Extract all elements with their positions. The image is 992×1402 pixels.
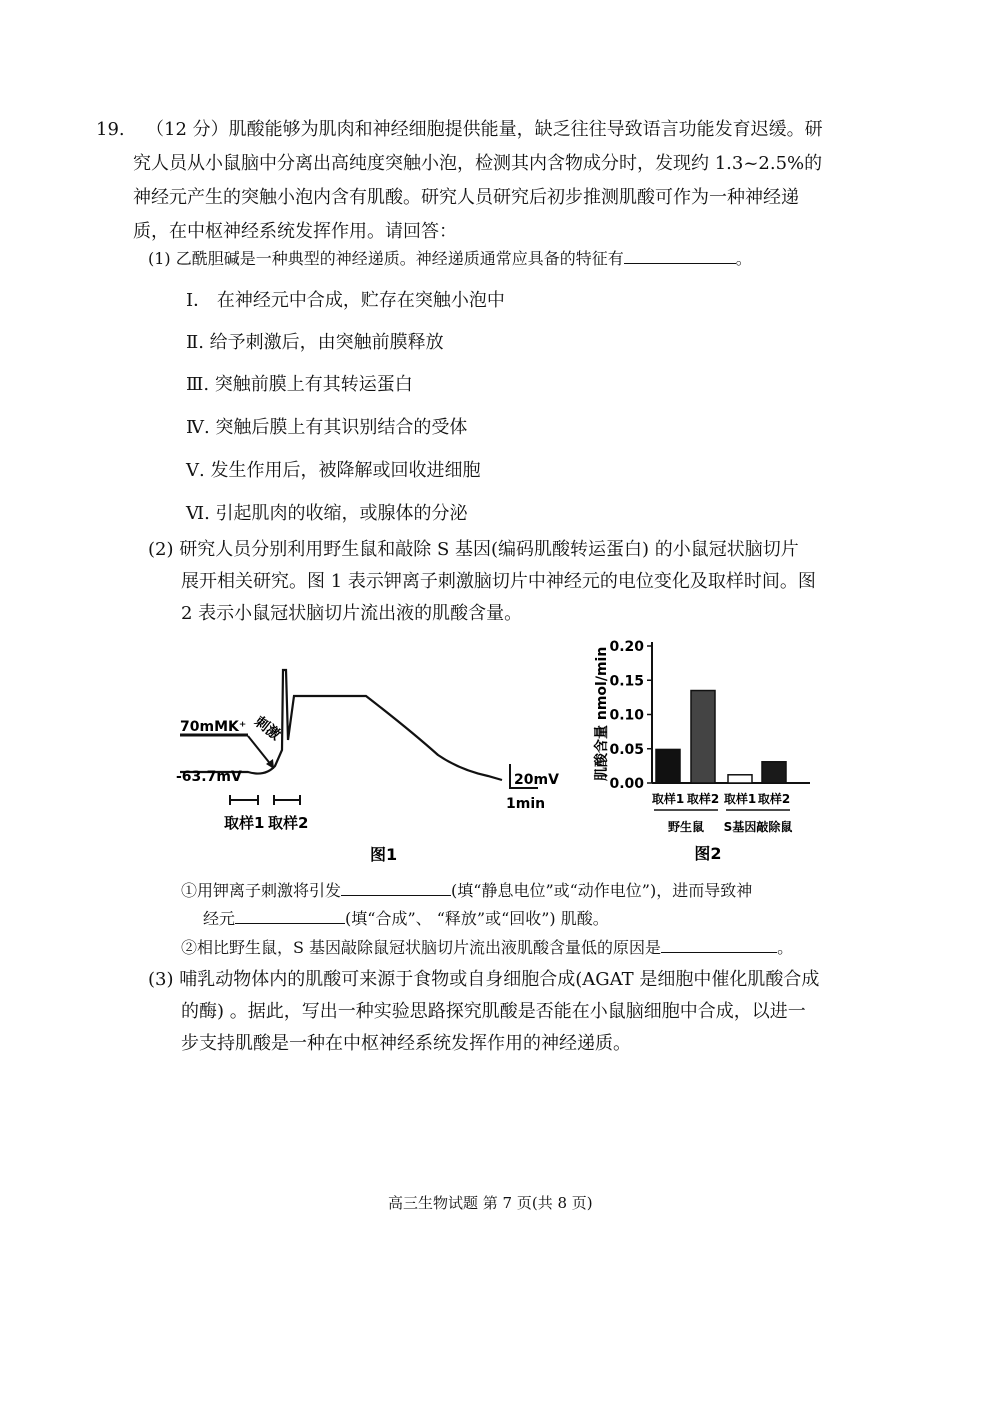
label-rest: -63.7mV	[176, 769, 242, 785]
figure2-caption: 图2	[694, 844, 722, 863]
y-tick-label: 0.20	[609, 639, 644, 655]
sample2-label: 取样2	[268, 814, 309, 832]
part3-line2: 的酶) 。据此，写出一种实验思路探究肌酸是否能在小鼠脑细胞中合成，以进一	[181, 1001, 806, 1022]
scale-time: 1min	[506, 796, 546, 812]
group-label-ko: S基因敲除鼠	[723, 820, 793, 834]
part1-prompt-text: (1) 乙酰胆碱是一种典型的神经递质。神经递质通常应具备的特征有	[148, 249, 624, 268]
part2-q1-line1	[181, 878, 752, 903]
label-k: 70mMK⁺	[180, 719, 247, 735]
q1-text-a: ①用钾离子刺激将引发	[181, 881, 342, 900]
question-number: 19.	[96, 119, 125, 140]
part2-line1: (2) 研究人员分别利用野生鼠和敲除 S 基因(编码肌酸转运蛋白) 的小鼠冠状脑切片	[148, 539, 799, 560]
question-intro-line1: （12 分）肌酸能够为肌肉和神经细胞提供能量，缺乏往往导致语言功能发育迟缓。研	[146, 119, 823, 140]
option-5: Ⅴ. 发生作用后，被降解或回收进细胞	[186, 460, 481, 481]
part2-line2: 展开相关研究。图 1 表示钾离子刺激脑切片中神经元的电位变化及取样时间。图	[181, 571, 816, 592]
label-stim: 刺激	[251, 713, 284, 744]
part3-line1: (3) 哺乳动物体内的肌酸可来源于食物或自身细胞合成(AGAT 是细胞中催化肌酸合成	[148, 969, 820, 990]
answer-blank-1[interactable]	[624, 246, 736, 264]
option-2: Ⅱ. 给予刺激后，由突触前膜释放	[186, 332, 444, 353]
scale-voltage: 20mV	[514, 772, 559, 788]
bar-3	[728, 775, 752, 783]
option-4: Ⅳ. 突触后膜上有其识别结合的受体	[186, 417, 468, 438]
y-tick-label: 0.05	[609, 741, 644, 758]
y-tick-label: 0.00	[609, 776, 644, 792]
x-tick-label: 取样1	[651, 792, 685, 806]
option-1: Ⅰ． 在神经元中合成，贮存在突触小泡中	[186, 290, 505, 311]
q2-text-b: 。	[777, 938, 794, 957]
y-tick-label: 0.15	[609, 673, 644, 690]
answer-blank-4[interactable]	[661, 935, 777, 953]
q1-text-b: (填“静息电位”或“动作电位”)，进而导致神	[451, 881, 753, 900]
question-intro-line2: 究人员从小鼠脑中分离出高纯度突触小泡，检测其内含物成分时，发现约 1.3~2.5%的	[133, 153, 823, 174]
question-intro-line4: 质，在中枢神经系统发挥作用。请回答：	[133, 221, 457, 242]
q1-text-c: 经元	[203, 909, 236, 928]
x-tick-label: 取样2	[686, 792, 720, 806]
option-3: Ⅲ. 突触前膜上有其转运蛋白	[186, 374, 413, 395]
part3-line3: 步支持肌酸是一种在中枢神经系统发挥作用的神经递质。	[181, 1033, 631, 1054]
question-intro-line3: 神经元产生的突触小泡内含有肌酸。研究人员研究后初步推测肌酸可作为一种神经递	[133, 187, 799, 208]
option-6: Ⅵ. 引起肌肉的收缩，或腺体的分泌	[186, 503, 468, 524]
bar-2	[691, 691, 715, 783]
figure1-potential-trace	[170, 660, 559, 870]
part1-prompt	[148, 246, 752, 271]
part2-line3: 2 表示小鼠冠状脑切片流出液的肌酸含量。	[181, 603, 523, 624]
figure1-caption: 图1	[370, 845, 398, 864]
bar-1	[656, 749, 680, 783]
sample1-label: 取样1	[224, 814, 265, 832]
figure2-bar-chart	[588, 632, 818, 867]
part1-prompt-end: 。	[735, 249, 752, 268]
bar-4	[762, 762, 786, 783]
part2-q1-line2	[203, 906, 609, 931]
x-tick-label: 取样1	[723, 792, 757, 806]
answer-blank-2[interactable]	[341, 878, 451, 896]
answer-blank-3[interactable]	[235, 906, 345, 924]
page-footer: 高三生物试题 第 7 页(共 8 页)	[388, 1194, 593, 1212]
group-label-wild: 野生鼠	[667, 820, 705, 834]
y-axis-label: 肌酸含量 nmol/min	[594, 646, 610, 781]
q1-text-d: (填“合成”、 “释放”或“回收”) 肌酸。	[345, 909, 609, 928]
part2-q2	[181, 935, 793, 960]
x-tick-label: 取样2	[757, 792, 791, 806]
q2-text-a: ②相比野生鼠，S 基因敲除鼠冠状脑切片流出液肌酸含量低的原因是	[181, 938, 662, 957]
y-tick-label: 0.10	[609, 707, 644, 724]
